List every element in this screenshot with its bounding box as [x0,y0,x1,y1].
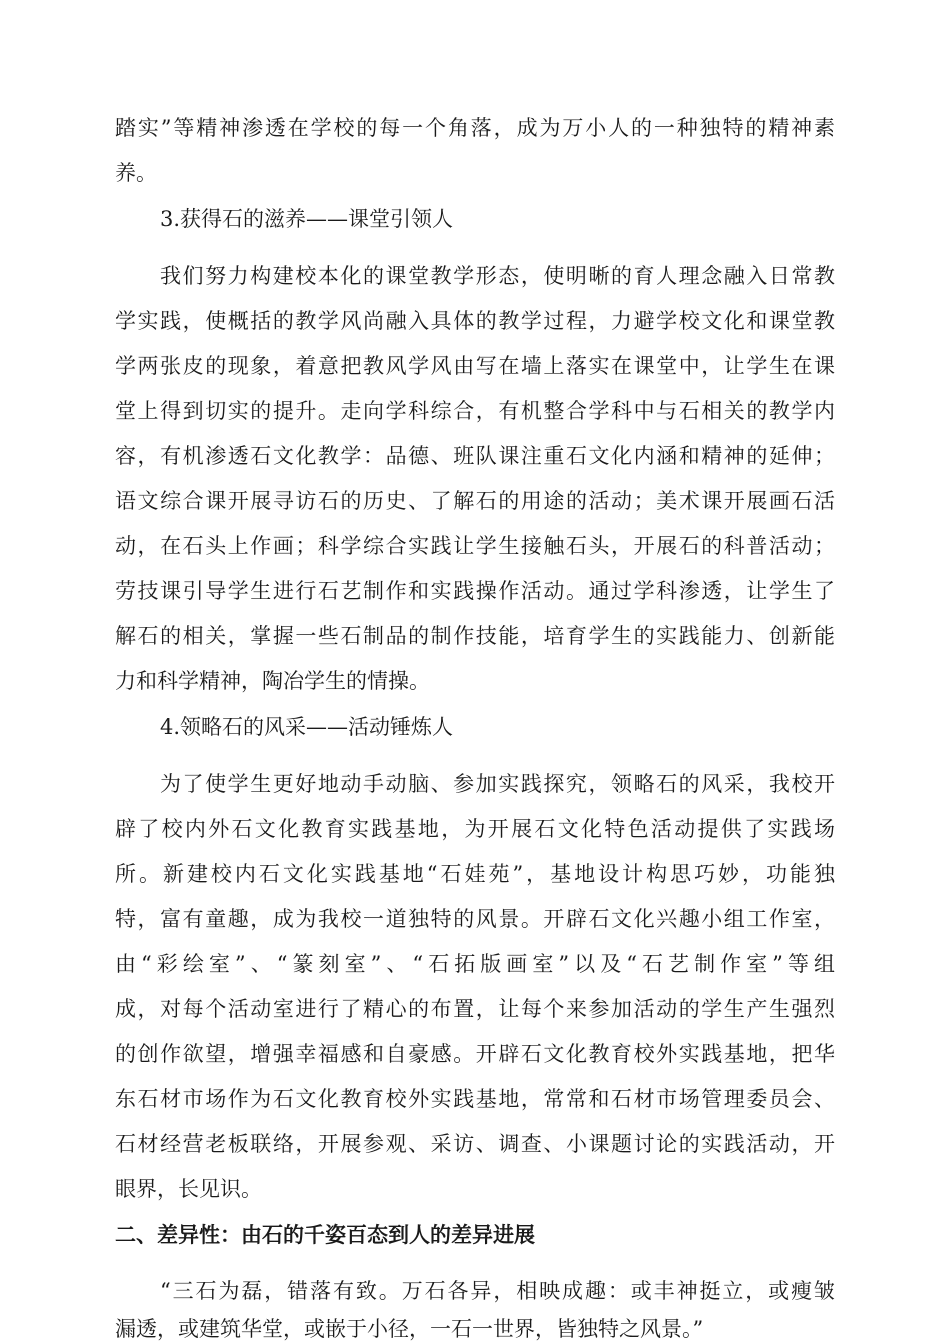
paragraph-line: 由“彩绘室”、“篆刻室”、“石拓版画室”以及“石艺制作室”等组 [115,952,835,976]
paragraph-line: 解石的相关，掌握一些石制品的制作技能，培育学生的实践能力、创新能 [115,624,835,648]
paragraph-line: 眼界，长见识。 [115,1177,262,1201]
paragraph-line: 东石材市场作为石文化教育校外实践基地，常常和石材市场管理委员会、 [115,1087,835,1111]
paragraph-line: 动，在石头上作画；科学综合实践让学生接触石头，开展石的科普活动； [115,534,835,558]
paragraph-line: 堂上得到切实的提升。走向学科综合，有机整合学科中与石相关的教学内 [115,399,835,423]
paragraph-line: 劳技课引导学生进行石艺制作和实践操作活动。通过学科渗透，让学生了 [115,579,835,603]
subheading-3: 3.获得石的滋养——课堂引领人 [160,207,454,231]
paragraph-line: 踏实”等精神渗透在学校的每一个角落，成为万小人的一种独特的精神素 [115,116,835,140]
subheading-4: 4.领略石的风采——活动锤炼人 [160,715,454,739]
paragraph-line: 所。新建校内石文化实践基地“石娃苑”，基地设计构思巧妙，功能独 [115,862,835,886]
paragraph-line: 石材经营老板联络，开展参观、采访、调查、小课题讨论的实践活动，开 [115,1132,835,1156]
paragraph-line: 特，富有童趣，成为我校一道独特的风景。开辟石文化兴趣小组工作室， [115,907,835,931]
section-heading-2: 二、差异性：由石的千姿百态到人的差异进展 [115,1222,535,1247]
paragraph-line: 力和科学精神，陶冶学生的情操。 [115,669,430,693]
paragraph-line: 为了使学生更好地动手动脑、参加实践探究，领略石的风采，我校开 [160,772,835,796]
paragraph-line: 的创作欲望，增强幸福感和自豪感。开辟石文化教育校外实践基地，把华 [115,1042,835,1066]
paragraph-line: 养。 [115,161,157,185]
paragraph-line: 容，有机渗透石文化教学：品德、班队课注重石文化内涵和精神的延伸； [115,444,835,468]
paragraph-line: “三石为磊，错落有致。万石各异，相映成趣：或丰神挺立，或瘦皱 [160,1279,835,1303]
paragraph-line: 我们努力构建校本化的课堂教学形态，使明晰的育人理念融入日常教 [160,264,835,288]
paragraph-line: 学实践，使概括的教学风尚融入具体的教学过程，力避学校文化和课堂教 [115,309,835,333]
paragraph-line: 语文综合课开展寻访石的历史、了解石的用途的活动；美术课开展画石活 [115,489,835,513]
paragraph-line: 漏透，或建筑华堂，或嵌于小径，一石一世界，皆独特之风景。” [115,1317,704,1341]
paragraph-line: 学两张皮的现象，着意把教风学风由写在墙上落实在课堂中，让学生在课 [115,354,835,378]
paragraph-line: 辟了校内外石文化教育实践基地，为开展石文化特色活动提供了实践场 [115,817,835,841]
paragraph-line: 成，对每个活动室进行了精心的布置，让每个来参加活动的学生产生强烈 [115,997,835,1021]
